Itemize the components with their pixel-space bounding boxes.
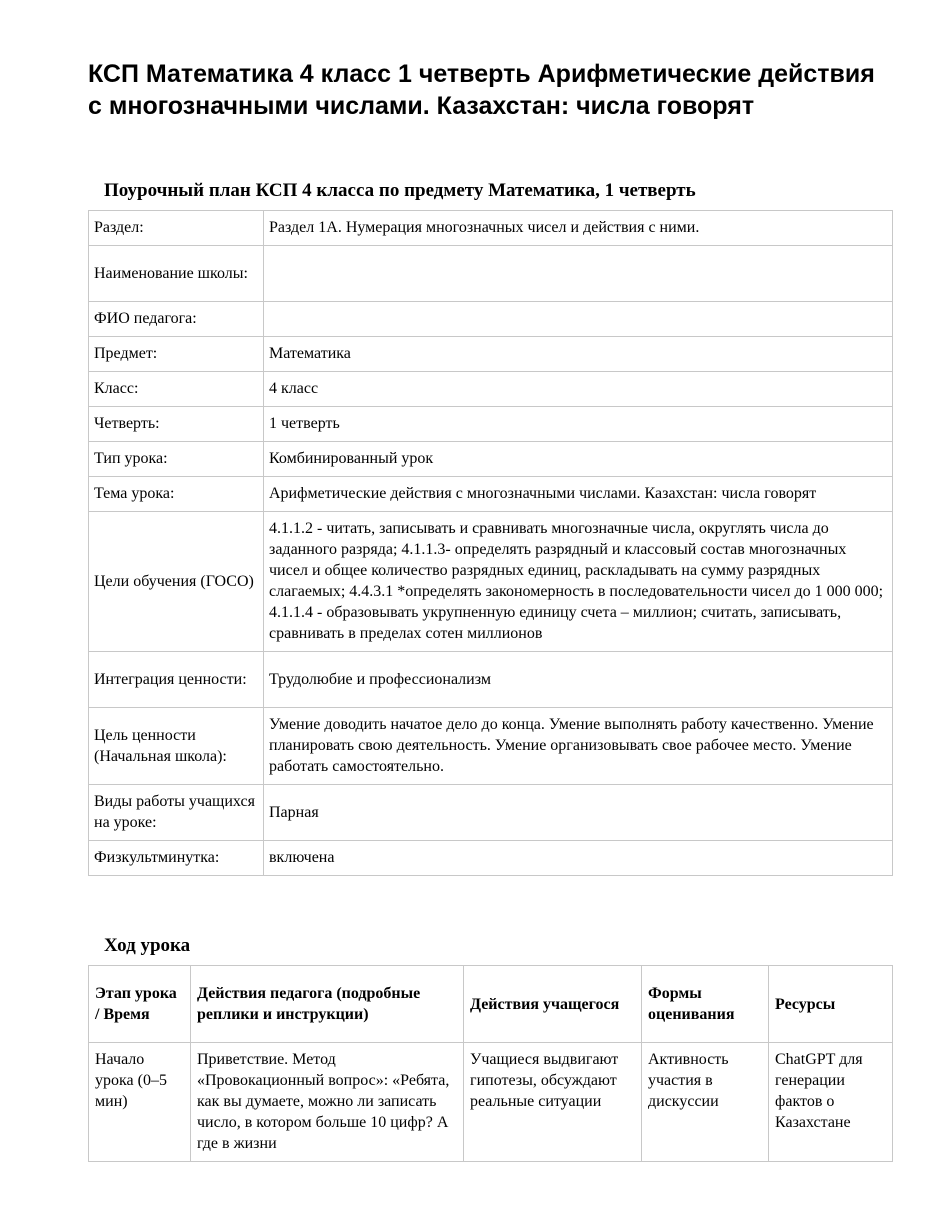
info-value: Умение доводить начатое дело до конца. Умение выполнять работу качественно. Умение планировать свою деятельность. Умение организовывать свое рабочее место. Умение работать самостоятельно. (264, 708, 893, 785)
info-value: включена (264, 841, 893, 876)
info-value (264, 246, 893, 302)
column-header-student-actions: Действия учащегося (464, 966, 642, 1043)
info-label: Цели обучения (ГОСО) (89, 512, 264, 652)
info-label: ФИО педагога: (89, 302, 264, 337)
info-label: Класс: (89, 372, 264, 407)
info-value: 4 класс (264, 372, 893, 407)
info-row-physical-break (89, 841, 893, 876)
info-label: Раздел: (89, 211, 264, 246)
info-label: Интеграция ценности: (89, 652, 264, 708)
info-row-teacher (89, 302, 893, 337)
cell-teacher-actions: Приветствие. Метод «Провокационный вопрос»: «Ребята, как вы думаете, можно ли записать число, в котором больше 10 цифр? А где в жизни (191, 1043, 464, 1162)
info-row-lesson-type (89, 442, 893, 477)
cell-resources: ChatGPT для генерации фактов о Казахстане (769, 1043, 893, 1162)
info-row-value-goal (89, 708, 893, 785)
column-header-stage: Этап урока / Время (89, 966, 191, 1043)
info-value (264, 302, 893, 337)
info-row-topic (89, 477, 893, 512)
info-row-subject (89, 337, 893, 372)
info-row-value-integration (89, 652, 893, 708)
info-value: Комбинированный урок (264, 442, 893, 477)
info-value: Парная (264, 785, 893, 841)
lesson-info-table (88, 210, 893, 876)
info-value: Раздел 1А. Нумерация многозначных чисел и действия с ними. (264, 211, 893, 246)
column-header-teacher-actions: Действия педагога (подробные реплики и инструкции) (191, 966, 464, 1043)
column-header-assessment: Формы оценивания (642, 966, 769, 1043)
info-value: Математика (264, 337, 893, 372)
info-row-school (89, 246, 893, 302)
info-label: Предмет: (89, 337, 264, 372)
table-row (89, 1043, 893, 1162)
info-value: Арифметические действия с многозначными числами. Казахстан: числа говорят (264, 477, 893, 512)
info-label: Тип урока: (89, 442, 264, 477)
table-header-row (89, 966, 893, 1043)
document-title: КСП Математика 4 класс 1 четверть Арифметические действия с многозначными числами. Казахстан: числа говорят (88, 60, 875, 120)
info-row-section (89, 211, 893, 246)
cell-student-actions: Учащиеся выдвигают гипотезы, обсуждают реальные ситуации (464, 1043, 642, 1162)
info-row-grade (89, 372, 893, 407)
info-row-learning-goals (89, 512, 893, 652)
info-row-work-types (89, 785, 893, 841)
cell-stage: Начало урока (0–5 мин) (89, 1043, 191, 1162)
info-label: Цель ценности (Начальная школа): (89, 708, 264, 785)
info-value: 1 четверть (264, 407, 893, 442)
lesson-progress-table (88, 965, 893, 1162)
cell-assessment: Активность участия в дискуссии (642, 1043, 769, 1162)
info-label: Виды работы учащихся на уроке: (89, 785, 264, 841)
info-label: Четверть: (89, 407, 264, 442)
info-label: Наименование школы: (89, 246, 264, 302)
plan-subtitle: Поурочный план КСП 4 класса по предмету Математика, 1 четверть (104, 180, 696, 201)
info-row-quarter (89, 407, 893, 442)
lesson-progress-heading: Ход урока (104, 935, 191, 956)
column-header-resources: Ресурсы (769, 966, 893, 1043)
info-value: 4.1.1.2 - читать, записывать и сравнивать многозначные числа, округлять числа до заданного разряда; 4.1.1.3- определять разрядный и классовый состав многозначных чисел и общее количество разрядных единиц, раскладывать на сумму разрядных слагаемых; 4.4.3.1 *определять закономерность в последовательности чисел до 1 000 000; 4.1.1.4 - образовывать укрупненную единицу счета – миллион; считать, записывать, сравнивать в пределах сотен миллионов (264, 512, 893, 652)
info-label: Тема урока: (89, 477, 264, 512)
info-value: Трудолюбие и профессионализм (264, 652, 893, 708)
info-label: Физкультминутка: (89, 841, 264, 876)
